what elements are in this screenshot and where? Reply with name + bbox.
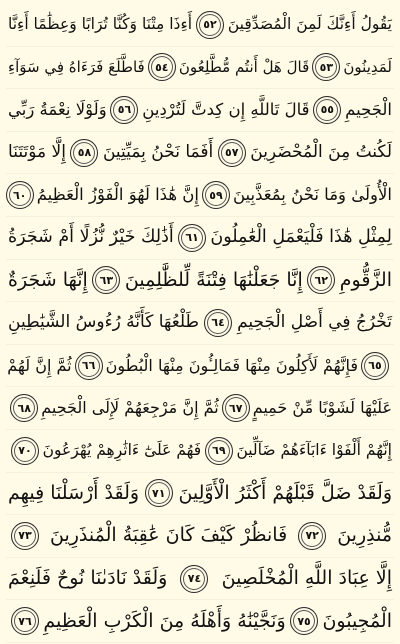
verse-text: الْمُجِيبُونَ — [322, 609, 392, 632]
ayah-number-marker: ٥٢ — [196, 11, 224, 39]
verse-text: إِنَّ هَٰذَا لَهُوَ الْفَوْزُ الْعَظِيمُ — [36, 184, 199, 204]
ayah-number-marker: ٦٧ — [222, 394, 250, 422]
verse-text: وَلَقَدْ أَرْسَلْنَا فِيهِم — [8, 481, 140, 504]
verse-line — [6, 4, 394, 47]
verse-text: الْأُولَىٰ وَمَا نَحْنُ بِمُعَذَّبِينَ — [233, 184, 392, 204]
ayah-number-marker: ٥٩ — [202, 181, 230, 209]
ayah-number-marker: ٦٨ — [10, 394, 38, 422]
verse-text: لِمِثْلِ هَٰذَا فَلْيَعْمَلِ الْعَٰمِلُونَ — [210, 227, 392, 248]
verse-text: إِلَّا مَوْتَتَنَا — [8, 142, 66, 163]
verse-text: وَلَقَدْ نَادَىٰنَا نُوحٌ فَلَنِعْمَ — [8, 567, 168, 590]
ayah-number-marker: ٦٩ — [205, 437, 233, 465]
ayah-number-marker: ٧٥ — [290, 607, 318, 635]
verse-text: فَهُمْ عَلَىٰٓ ءَاثَٰرِهِمْ يُهْرَعُونَ — [42, 440, 202, 459]
verse-text: مُّنذِرِينَ — [337, 524, 392, 547]
verse-line — [6, 345, 394, 388]
verse-text: لَمَدِينُونَ — [343, 57, 392, 76]
verse-line — [6, 89, 394, 132]
verse-text: قَالَ تَاللَّهِ إِن كِدتَّ لَتُرْدِينِ — [142, 99, 310, 119]
verse-text: الزَّقُّومِ — [339, 268, 392, 291]
ayah-number-marker: ٥٥ — [313, 96, 341, 124]
verse-line — [6, 515, 394, 558]
verse-line — [6, 473, 394, 516]
ayah-number-marker: ٥٧ — [218, 139, 246, 167]
ayah-number-marker: ٦٢ — [307, 266, 335, 294]
ayah-number-marker: ٧٢ — [298, 522, 326, 550]
verse-text: فَانظُرْ كَيْفَ كَانَ عَٰقِبَةُ الْمُنذَرِينَ — [50, 524, 288, 547]
verse-line — [6, 387, 394, 430]
verse-text: ثُمَّ إِنَّ مَرْجِعَهُمْ لَإِلَى الْجَحِيمِ — [41, 398, 219, 418]
verse-line — [6, 47, 394, 90]
verse-text: الْجَحِيمِ — [345, 99, 392, 119]
verse-text: وَلَقَدْ ضَلَّ قَبْلَهُمْ أَكْثَرُ الْأَوَّلِينَ — [178, 481, 392, 504]
ayah-number-marker: ٥٨ — [70, 139, 98, 167]
verse-text: إِنَّا جَعَلْنَٰهَا فِتْنَةً لِّلظَّٰلِمِينَ — [124, 268, 303, 291]
verse-text: وَنَجَّيْنَٰهُ وَأَهْلَهُ مِنَ الْكَرْبِ الْعَظِيمِ — [43, 609, 286, 632]
verse-text: يَقُولُ أَءِنَّكَ لَمِنَ الْمُصَدِّقِينَ — [227, 15, 392, 34]
verse-text: أَفَمَا نَحْنُ بِمَيِّتِينَ — [102, 142, 214, 163]
ayah-number-marker: ٥٦ — [110, 96, 138, 124]
verse-text: ثُمَّ إِنَّ لَهُمْ — [7, 355, 72, 375]
verse-lines — [6, 4, 394, 643]
verse-line — [6, 217, 394, 260]
verse-text: وَلَوْلَا نِعْمَةُ رَبِّي — [8, 99, 107, 119]
verse-text: عَلَيْهَا لَشَوْبًا مِّنْ حَمِيمٍ — [252, 398, 392, 418]
ayah-number-marker: ٦٦ — [75, 352, 103, 380]
verse-text: فَإِنَّهُمْ لَأَكِلُونَ مِنْهَا فَمَالِـُٔونَ مِنْهَا الْبُطُونَ — [105, 355, 358, 375]
verse-text: قَالَ هَلْ أَنتُم مُّطَّلِعُونَ — [178, 57, 310, 76]
verse-text: أَذَٰلِكَ خَيْرٌ نُّزُلًا أَمْ شَجَرَةُ — [8, 227, 174, 248]
verse-text: تَخْرُجُ فِي أَصْلِ الْجَحِيمِ — [237, 312, 392, 333]
verse-text: طَلْعُهَا كَأَنَّهُ رُءُوسُ الشَّيَٰطِينِ — [8, 312, 200, 333]
ayah-number-marker: ٦٠ — [6, 181, 34, 209]
ayah-number-marker: ٧٤ — [180, 565, 208, 593]
verse-text: إِلَّا عِبَادَ اللَّهِ الْمُخْلَصِينَ — [221, 567, 392, 590]
ayah-number-marker: ٦١ — [178, 224, 206, 252]
verse-line — [6, 260, 394, 303]
ayah-number-marker: ٦٣ — [92, 266, 120, 294]
verse-text: إِنَّهُمْ أَلْفَوْا ءَابَآءَهُمْ ضَآلِّينَ — [236, 440, 392, 459]
ayah-number-marker: ٧٣ — [11, 522, 39, 550]
verse-text: إِنَّهَا شَجَرَةٌ — [8, 268, 88, 291]
verse-line — [6, 600, 394, 643]
ayah-number-marker: ٧٦ — [11, 607, 39, 635]
verse-text: أَءِذَا مِتْنَا وَكُنَّا تُرَابًا وَعِظَٰمًا أَءِنَّا — [8, 15, 193, 34]
ayah-number-marker: ٧٠ — [11, 437, 39, 465]
ayah-number-marker: ٧١ — [145, 479, 173, 507]
ayah-number-marker: ٦٤ — [204, 309, 232, 337]
verse-line — [6, 430, 394, 473]
verse-text: فَاطَّلَعَ فَرَءَاهُ فِي سَوَآءِ — [8, 57, 145, 76]
verse-line — [6, 558, 394, 601]
verse-line — [6, 132, 394, 175]
ayah-number-marker: ٥٤ — [148, 53, 176, 81]
ayah-number-marker: ٦٥ — [361, 352, 389, 380]
ayah-number-marker: ٥٣ — [312, 53, 340, 81]
verse-line — [6, 302, 394, 345]
verse-line — [6, 174, 394, 217]
verse-text: لَكُنتُ مِنَ الْمُحْضَرِينَ — [250, 142, 392, 163]
